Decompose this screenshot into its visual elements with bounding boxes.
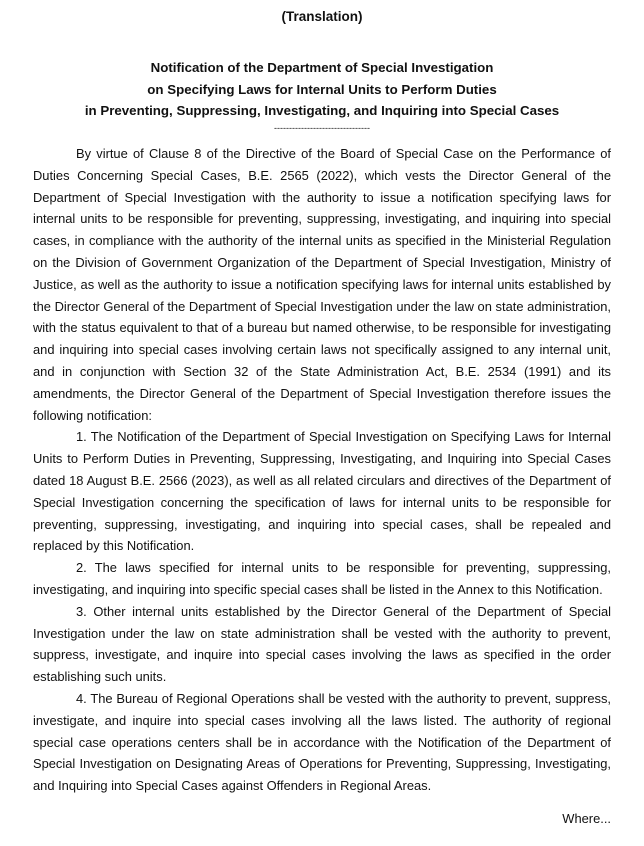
title-line-2: on Specifying Laws for Internal Units to Perform Duties	[147, 81, 497, 97]
preamble-paragraph: By virtue of Clause 8 of the Directive of the Board of Special Case on the Performance of Duties Concerning Special Cases, B.E. 2565 (2022), which vests the Director General of the Department of Special Investigation with the authority to issue a notification specifying laws for internal units to be responsible for preventing, suppressing, investigating, and inquiring into special cases, in compliance with the authority of the internal units as specified in the Ministerial Regulation on the Division of Government Organization of the Department of Special Investigation, Ministry of Justice, as well as the authority to issue a notification specifying laws for internal units established by the Director General of the Department of Special Investigation under the law on state administration, with the status equivalent to that of a bureau but named otherwise, to be responsible for investigating and inquiring into special cases involving certain laws not specifically assigned to any internal unit, and in conjunction with Section 32 of the State Administration Act, B.E. 2534 (1991) and its amendments, the Director General of the Department of Special Investigation therefore issues the following notification:	[33, 146, 611, 423]
translation-label: (Translation)	[281, 9, 363, 24]
clause-4-paragraph: 4. The Bureau of Regional Operations shall be vested with the authority to prevent, suppress, investigate, and inquire into special cases involving all the laws listed. The authority of regional special case operations centers shall be in accordance with the Notification of the Department of Special Investigation on Designating Areas of Operations for Preventing, Suppressing, Investigating, and Inquiring into Special Cases against Offenders in Regional Areas.	[33, 690, 611, 794]
clause-3-paragraph: 3. Other internal units established by the Director General of the Department of Special Investigation under the law on state administration shall be vested with the authority to prevent, suppress, investigate, and inquire into special cases involving the laws as specified in the order establishing such units.	[33, 603, 611, 685]
clause-1-paragraph: 1. The Notification of the Department of Special Investigation on Specifying Laws for Internal Units to Perform Duties in Preventing, Suppressing, Investigating, and Inquiring into Special Cases dated 18 August B.E. 2566 (2023), as well as all related circulars and directives of the Department of Special Investigation concerning the specification of laws for internal units to be responsible for preventing, suppressing, investigating, and inquiring into special cases, shall be repealed and replaced by this Notification.	[33, 429, 611, 554]
document-body	[33, 143, 611, 797]
clause-2-paragraph: 2. The laws specified for internal units to be responsible for preventing, suppressing, investigating, and inquiring into specific special cases shall be listed in the Annex to this Notification.	[33, 560, 611, 597]
document-title	[33, 57, 611, 122]
title-divider: --------------------------------	[274, 123, 370, 133]
title-line-3: in Preventing, Suppressing, Investigating, and Inquiring into Special Cases	[84, 103, 560, 118]
continuation-marker: Where...	[562, 811, 611, 826]
title-line-1: Notification of the Department of Special Investigation	[150, 60, 494, 75]
